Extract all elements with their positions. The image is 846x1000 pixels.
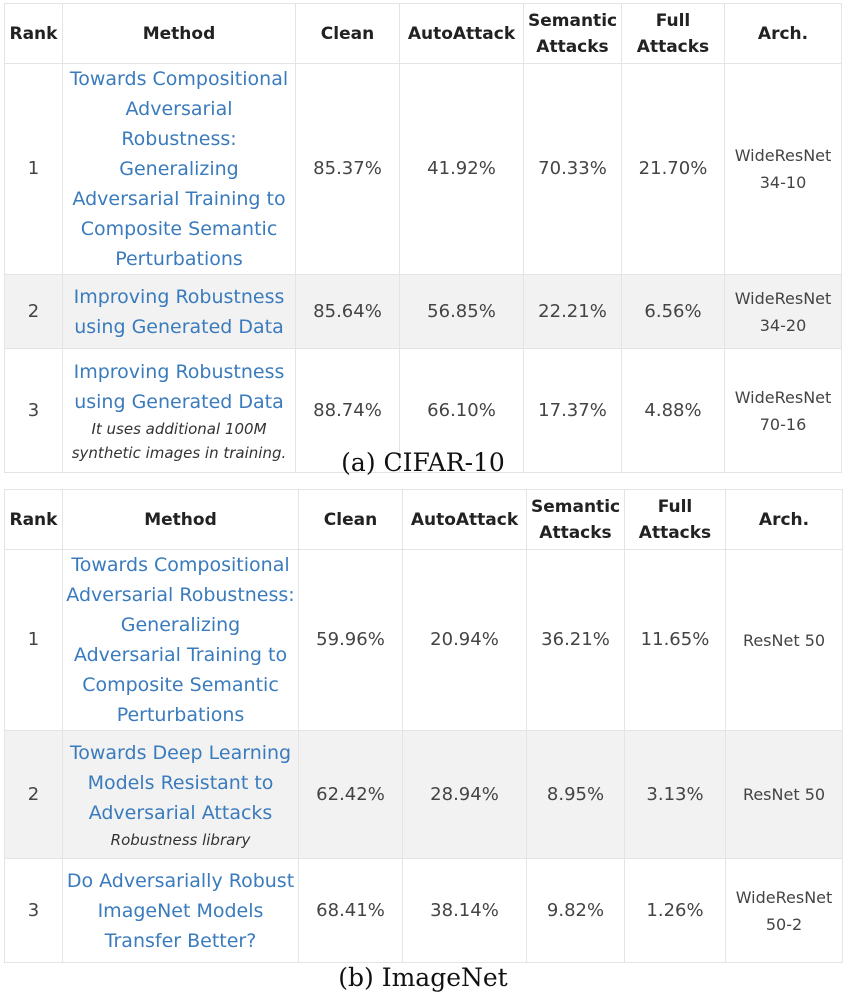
clean-cell: 85.37% bbox=[296, 64, 400, 275]
rank-cell: 1 bbox=[5, 550, 63, 731]
clean-cell: 88.74% bbox=[296, 349, 400, 473]
header-method: Method bbox=[63, 4, 296, 64]
clean-cell: 85.64% bbox=[296, 275, 400, 349]
method-note: Robustness library bbox=[110, 830, 251, 849]
rank-cell: 2 bbox=[5, 731, 63, 859]
autoattack-cell: 28.94% bbox=[403, 731, 527, 859]
arch-cell: WideResNet 50-2 bbox=[726, 859, 843, 963]
header-semantic-attacks: Semantic Attacks bbox=[527, 490, 625, 550]
arch-cell: ResNet 50 bbox=[726, 550, 843, 731]
method-link[interactable]: Do Adversarially Robust ImageNet Models Transfer Better? bbox=[66, 869, 295, 952]
table-row bbox=[5, 275, 842, 349]
method-cell bbox=[63, 859, 299, 963]
method-link[interactable]: Improving Robustness using Generated Data bbox=[73, 360, 285, 413]
full-attacks-cell: 4.88% bbox=[622, 349, 725, 473]
leaderboard-table-imagenet bbox=[4, 489, 843, 963]
arch-cell: WideResNet 34-10 bbox=[725, 64, 842, 275]
semantic-cell: 17.37% bbox=[524, 349, 622, 473]
semantic-cell: 8.95% bbox=[527, 731, 625, 859]
header-method: Method bbox=[63, 490, 299, 550]
clean-cell: 62.42% bbox=[299, 731, 403, 859]
header-full-attacks: Full Attacks bbox=[625, 490, 726, 550]
method-cell bbox=[63, 731, 299, 859]
header-row bbox=[5, 4, 842, 64]
header-autoattack: AutoAttack bbox=[403, 490, 527, 550]
caption-cifar10: (a) CIFAR-10 bbox=[341, 448, 505, 477]
method-cell bbox=[63, 64, 296, 275]
method-note: It uses additional 100M synthetic images in training. bbox=[71, 419, 287, 462]
autoattack-cell: 41.92% bbox=[400, 64, 524, 275]
clean-cell: 68.41% bbox=[299, 859, 403, 963]
autoattack-cell: 56.85% bbox=[400, 275, 524, 349]
semantic-cell: 9.82% bbox=[527, 859, 625, 963]
method-link[interactable]: Towards Compositional Adversarial Robustness: Generalizing Adversarial Training to Composite Semantic Perturbations bbox=[66, 554, 295, 726]
header-rank: Rank bbox=[5, 490, 63, 550]
table-row bbox=[5, 731, 843, 859]
arch-cell: ResNet 50 bbox=[726, 731, 843, 859]
header-arch: Arch. bbox=[726, 490, 843, 550]
full-attacks-cell: 11.65% bbox=[625, 550, 726, 731]
method-cell bbox=[63, 550, 299, 731]
rank-cell: 2 bbox=[5, 275, 63, 349]
arch-cell: WideResNet 70-16 bbox=[725, 349, 842, 473]
header-autoattack: AutoAttack bbox=[400, 4, 524, 64]
full-attacks-cell: 1.26% bbox=[625, 859, 726, 963]
table-row bbox=[5, 64, 842, 275]
clean-cell: 59.96% bbox=[299, 550, 403, 731]
full-attacks-cell: 3.13% bbox=[625, 731, 726, 859]
header-semantic-attacks: Semantic Attacks bbox=[524, 4, 622, 64]
header-clean: Clean bbox=[299, 490, 403, 550]
rank-cell: 1 bbox=[5, 64, 63, 275]
table-row bbox=[5, 859, 843, 963]
arch-cell: WideResNet 34-20 bbox=[725, 275, 842, 349]
header-full-attacks: Full Attacks bbox=[622, 4, 725, 64]
full-attacks-cell: 6.56% bbox=[622, 275, 725, 349]
table-row bbox=[5, 550, 843, 731]
method-cell bbox=[63, 275, 296, 349]
caption-imagenet: (b) ImageNet bbox=[338, 963, 508, 992]
autoattack-cell: 38.14% bbox=[403, 859, 527, 963]
method-link[interactable]: Towards Compositional Adversarial Robustness: Generalizing Adversarial Training to Composite Semantic Perturbations bbox=[69, 68, 289, 270]
header-row bbox=[5, 490, 843, 550]
header-rank: Rank bbox=[5, 4, 63, 64]
autoattack-cell: 66.10% bbox=[400, 349, 524, 473]
rank-cell: 3 bbox=[5, 859, 63, 963]
semantic-cell: 70.33% bbox=[524, 64, 622, 275]
autoattack-cell: 20.94% bbox=[403, 550, 527, 731]
method-link[interactable]: Towards Deep Learning Models Resistant to Adversarial Attacks bbox=[69, 741, 292, 824]
leaderboard-table-cifar10 bbox=[4, 3, 842, 473]
semantic-cell: 22.21% bbox=[524, 275, 622, 349]
rank-cell: 3 bbox=[5, 349, 63, 473]
header-clean: Clean bbox=[296, 4, 400, 64]
method-link[interactable]: Improving Robustness using Generated Data bbox=[73, 285, 285, 338]
header-arch: Arch. bbox=[725, 4, 842, 64]
full-attacks-cell: 21.70% bbox=[622, 64, 725, 275]
semantic-cell: 36.21% bbox=[527, 550, 625, 731]
